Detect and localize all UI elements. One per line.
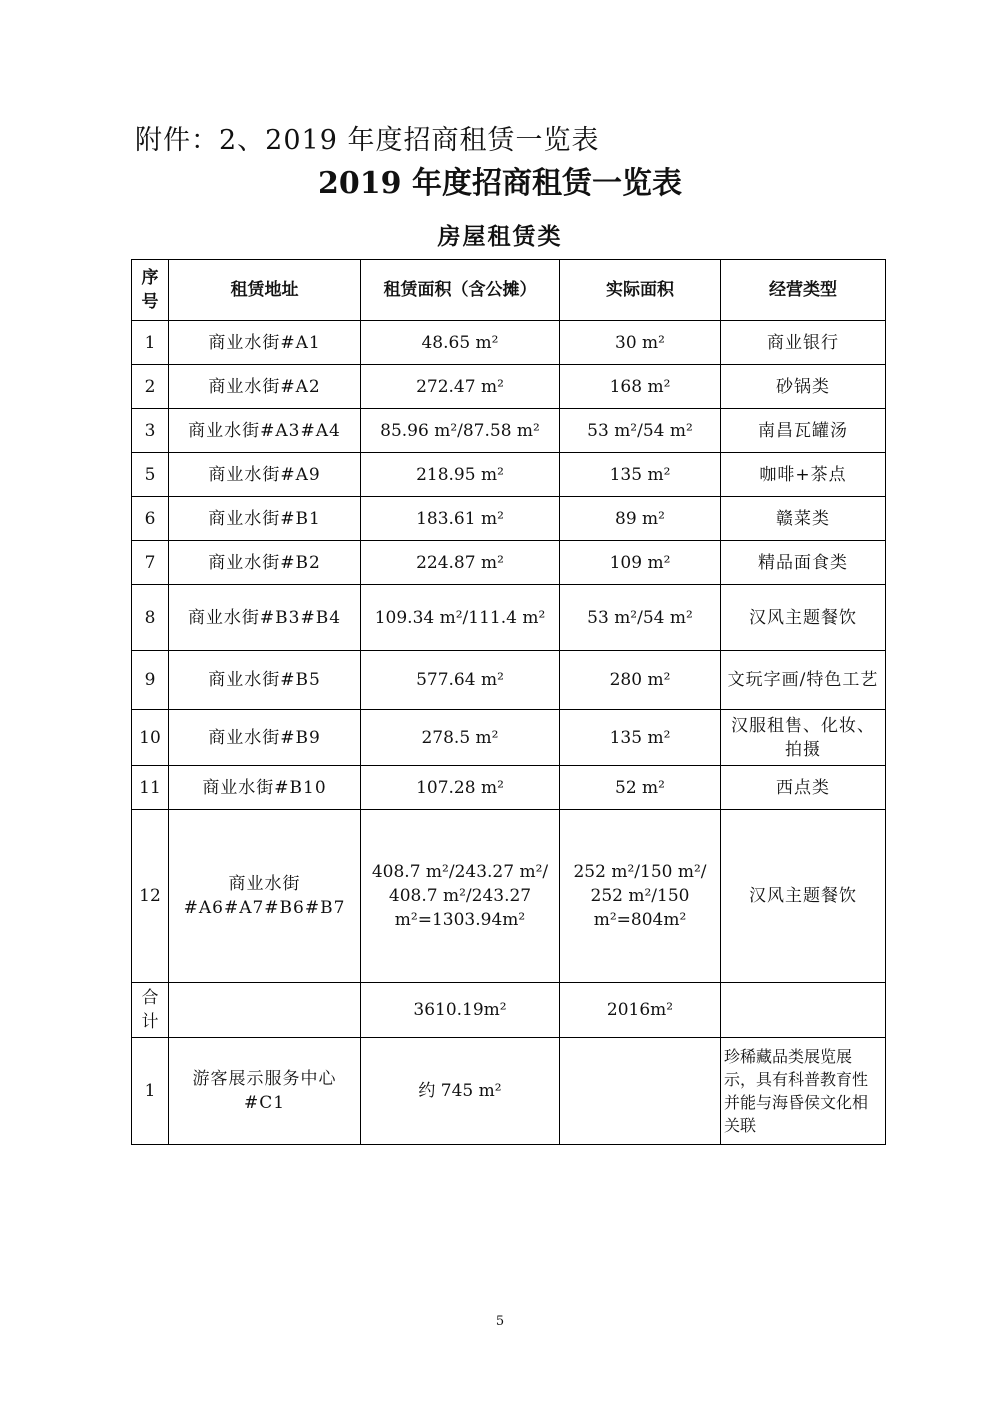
cell-address: 商业水街#B2: [169, 541, 361, 585]
header-actual-area: 实际面积: [560, 260, 721, 321]
cell-no: 5: [132, 453, 169, 497]
cell-total-label: 合计: [132, 983, 169, 1038]
cell-area: 85.96 m²/87.58 m²: [361, 409, 560, 453]
cell-actual-area: 168 m²: [560, 365, 721, 409]
cell-address: 商业水街#A9: [169, 453, 361, 497]
cell-area: 408.7 m²/243.27 m²/ 408.7 m²/243.27 m²=1303.94m²: [361, 810, 560, 983]
table-row: [132, 810, 886, 983]
cell-business-type: 咖啡+茶点: [721, 453, 886, 497]
cell-business-type: 文玩字画/特色工艺: [721, 651, 886, 710]
cell-area: 48.65 m²: [361, 321, 560, 365]
cell-actual-area: 52 m²: [560, 766, 721, 810]
cell-business-type: 西点类: [721, 766, 886, 810]
page-number: 5: [495, 1314, 505, 1329]
table-row: [132, 766, 886, 810]
total-row: [132, 983, 886, 1038]
cell-total-address: [169, 983, 361, 1038]
cell-address: 商业水街 #A6#A7#B6#B7: [169, 810, 361, 983]
document-title: 2019 年度招商租赁一览表: [318, 166, 682, 201]
cell-no: 2: [132, 365, 169, 409]
table-row: [132, 453, 886, 497]
cell-address: 商业水街#A3#A4: [169, 409, 361, 453]
attachment-caption: 附件：2、2019 年度招商租赁一览表: [135, 125, 600, 156]
cell-business-type: 南昌瓦罐汤: [721, 409, 886, 453]
cell-actual-area: 30 m²: [560, 321, 721, 365]
cell-no: 6: [132, 497, 169, 541]
table-row: [132, 710, 886, 766]
cell-area: 183.61 m²: [361, 497, 560, 541]
cell-business-type: 汉服租售、化妆、拍摄: [721, 710, 886, 766]
cell-actual-area: 109 m²: [560, 541, 721, 585]
rental-table: [131, 259, 886, 1145]
cell-total-actual-area: 2016m²: [560, 983, 721, 1038]
cell-no: 7: [132, 541, 169, 585]
cell-area: 224.87 m²: [361, 541, 560, 585]
cell-no: 1: [132, 321, 169, 365]
cell-address: 商业水街#B1: [169, 497, 361, 541]
cell-actual-area: 53 m²/54 m²: [560, 585, 721, 651]
cell-business-type: 汉风主题餐饮: [721, 585, 886, 651]
cell-business-type: 赣菜类: [721, 497, 886, 541]
cell-area: 107.28 m²: [361, 766, 560, 810]
table-row: [132, 541, 886, 585]
cell-actual-area: [560, 1038, 721, 1145]
cell-business-type: 砂锅类: [721, 365, 886, 409]
table-row: [132, 321, 886, 365]
cell-total-business-type: [721, 983, 886, 1038]
header-business-type: 经营类型: [721, 260, 886, 321]
cell-actual-area: 280 m²: [560, 651, 721, 710]
cell-address: 商业水街#B5: [169, 651, 361, 710]
cell-address: 商业水街#B3#B4: [169, 585, 361, 651]
cell-no: 3: [132, 409, 169, 453]
cell-business-type: 精品面食类: [721, 541, 886, 585]
cell-business-type: 珍稀藏品类展览展示，具有科普教育性并能与海昏侯文化相关联: [721, 1038, 886, 1145]
cell-actual-area: 135 m²: [560, 453, 721, 497]
table-row: [132, 497, 886, 541]
cell-address: 游客展示服务中心 #C1: [169, 1038, 361, 1145]
cell-area: 272.47 m²: [361, 365, 560, 409]
cell-actual-area: 135 m²: [560, 710, 721, 766]
table-row: [132, 585, 886, 651]
header-no: 序号: [132, 260, 169, 321]
cell-address: 商业水街#B10: [169, 766, 361, 810]
cell-business-type: 汉风主题餐饮: [721, 810, 886, 983]
cell-address: 商业水街#A2: [169, 365, 361, 409]
cell-area: 约 745 m²: [361, 1038, 560, 1145]
cell-no: 1: [132, 1038, 169, 1145]
cell-address: 商业水街#A1: [169, 321, 361, 365]
table-header-row: [132, 260, 886, 321]
table-row: [132, 409, 886, 453]
cell-area: 109.34 m²/111.4 m²: [361, 585, 560, 651]
cell-actual-area: 89 m²: [560, 497, 721, 541]
cell-business-type: 商业银行: [721, 321, 886, 365]
table-row: [132, 651, 886, 710]
table-row: [132, 365, 886, 409]
header-address: 租赁地址: [169, 260, 361, 321]
header-area: 租赁面积（含公摊）: [361, 260, 560, 321]
cell-area: 577.64 m²: [361, 651, 560, 710]
cell-address: 商业水街#B9: [169, 710, 361, 766]
cell-no: 10: [132, 710, 169, 766]
cell-no: 11: [132, 766, 169, 810]
cell-actual-area: 53 m²/54 m²: [560, 409, 721, 453]
section-subtitle: 房屋租赁类: [437, 223, 563, 250]
table-row: [132, 1038, 886, 1145]
cell-total-area: 3610.19m²: [361, 983, 560, 1038]
cell-no: 9: [132, 651, 169, 710]
cell-area: 218.95 m²: [361, 453, 560, 497]
cell-no: 12: [132, 810, 169, 983]
cell-no: 8: [132, 585, 169, 651]
cell-actual-area: 252 m²/150 m²/ 252 m²/150 m²=804m²: [560, 810, 721, 983]
cell-area: 278.5 m²: [361, 710, 560, 766]
